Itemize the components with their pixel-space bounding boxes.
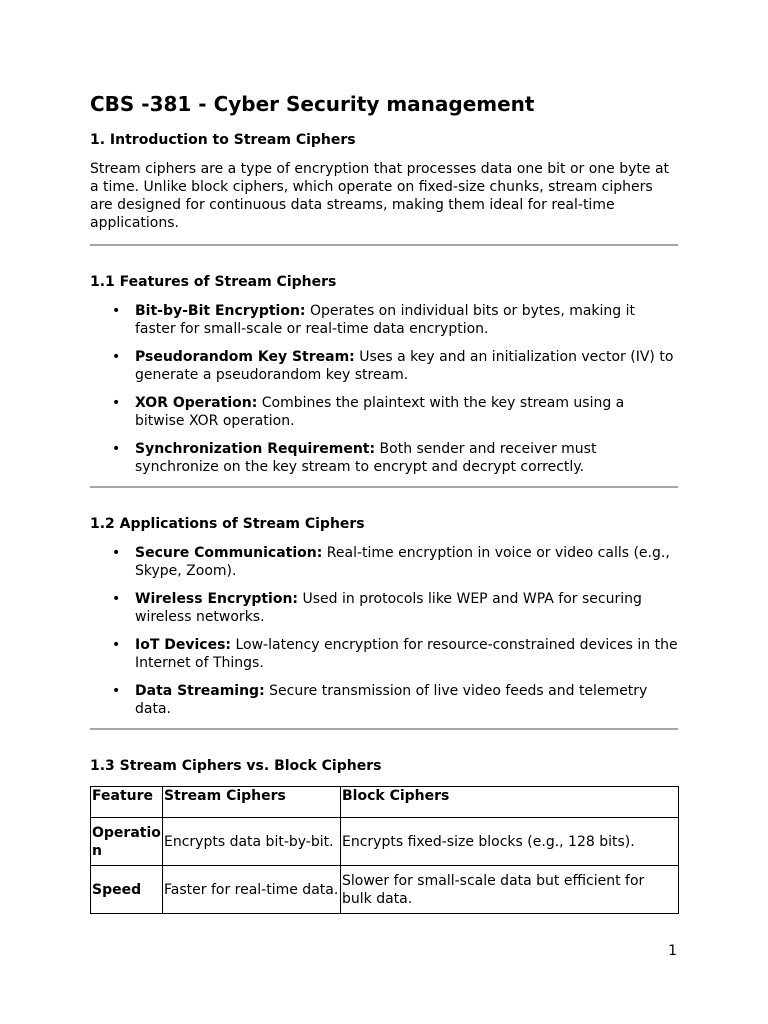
features-list bbox=[90, 302, 678, 476]
block-cell: Encrypts fixed-size blocks (e.g., 128 bits). bbox=[341, 818, 679, 866]
applications-heading: 1.2 Applications of Stream Ciphers bbox=[90, 516, 365, 532]
bullet-icon: • bbox=[112, 395, 121, 411]
item-text: Real-time encryption in voice or video calls (e.g., Skype, Zoom). bbox=[135, 545, 670, 579]
item-term: Synchronization Requirement: bbox=[135, 441, 376, 457]
list-item bbox=[90, 544, 678, 580]
item-term: XOR Operation: bbox=[135, 395, 258, 411]
section-divider bbox=[90, 728, 678, 730]
intro-heading: 1. Introduction to Stream Ciphers bbox=[90, 132, 356, 148]
applications-list bbox=[90, 544, 678, 718]
item-term: Pseudorandom Key Stream: bbox=[135, 349, 355, 365]
bullet-icon: • bbox=[112, 545, 121, 561]
list-item bbox=[90, 302, 678, 338]
list-item bbox=[90, 348, 678, 384]
item-text: Uses a key and an initialization vector (IV) to generate a pseudorandom key stream. bbox=[135, 349, 674, 383]
column-header: Feature bbox=[91, 787, 163, 818]
item-term: Secure Communication: bbox=[135, 545, 323, 561]
bullet-icon: • bbox=[112, 591, 121, 607]
feature-cell: Speed bbox=[91, 866, 163, 914]
document-page bbox=[90, 90, 678, 914]
item-text: Secure transmission of live video feeds and telemetry data. bbox=[135, 683, 648, 717]
table-header-row bbox=[91, 787, 679, 818]
list-item bbox=[90, 394, 678, 430]
item-term: Data Streaming: bbox=[135, 683, 265, 699]
column-header: Block Ciphers bbox=[341, 787, 679, 818]
features-heading: 1.1 Features of Stream Ciphers bbox=[90, 274, 337, 290]
intro-paragraph: Stream ciphers are a type of encryption that processes data one bit or one byte at a time. Unlike block ciphers, which operate on fixed-size chunks, stream ciphers are designed for continuous data streams, making them ideal for real-time applications. bbox=[90, 161, 670, 231]
bullet-icon: • bbox=[112, 683, 121, 699]
item-term: IoT Devices: bbox=[135, 637, 232, 653]
comparison-heading: 1.3 Stream Ciphers vs. Block Ciphers bbox=[90, 758, 382, 774]
item-term: Wireless Encryption: bbox=[135, 591, 299, 607]
item-text: Operates on individual bits or bytes, making it faster for small-scale or real-time data encryption. bbox=[135, 303, 636, 337]
item-text: Combines the plaintext with the key stream using a bitwise XOR operation. bbox=[135, 395, 625, 429]
comparison-table bbox=[90, 786, 679, 914]
item-term: Bit-by-Bit Encryption: bbox=[135, 303, 306, 319]
bullet-icon: • bbox=[112, 303, 121, 319]
table-row bbox=[91, 866, 679, 914]
list-item bbox=[90, 440, 678, 476]
feature-cell: Operation bbox=[91, 818, 163, 866]
column-header: Stream Ciphers bbox=[163, 787, 341, 818]
item-text: Low-latency encryption for resource-constrained devices in the Internet of Things. bbox=[135, 637, 678, 671]
bullet-icon: • bbox=[112, 349, 121, 365]
stream-cell: Faster for real-time data. bbox=[163, 866, 341, 914]
list-item bbox=[90, 590, 678, 626]
block-cell: Slower for small-scale data but efficient for bulk data. bbox=[341, 866, 679, 914]
bullet-icon: • bbox=[112, 637, 121, 653]
table-row bbox=[91, 818, 679, 866]
section-divider bbox=[90, 244, 678, 246]
page-number: 1 bbox=[668, 943, 677, 959]
bullet-icon: • bbox=[112, 441, 121, 457]
stream-cell: Encrypts data bit-by-bit. bbox=[163, 818, 341, 866]
section-divider bbox=[90, 486, 678, 488]
item-text: Used in protocols like WEP and WPA for securing wireless networks. bbox=[135, 591, 642, 625]
item-text: Both sender and receiver must synchronize on the key stream to encrypt and decrypt correctly. bbox=[135, 441, 597, 475]
list-item bbox=[90, 682, 678, 718]
list-item bbox=[90, 636, 678, 672]
document-title: CBS -381 - Cyber Security management bbox=[90, 92, 535, 116]
